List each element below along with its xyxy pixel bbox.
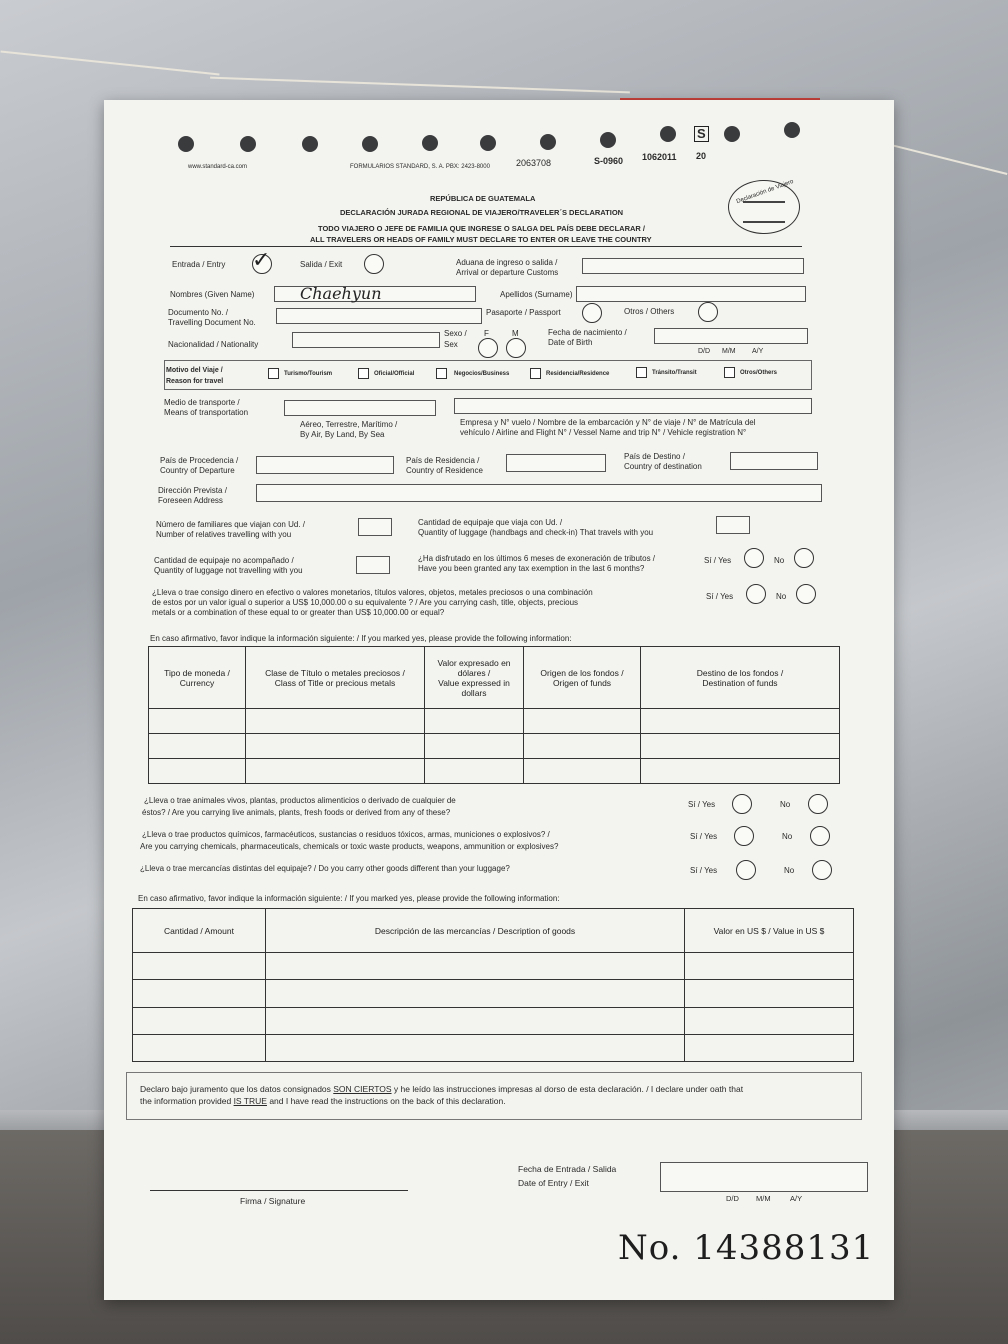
motive-residence: Residencia/Residence — [546, 371, 610, 377]
motive-tourism-checkbox[interactable] — [268, 368, 279, 379]
animals-no-radio[interactable] — [808, 794, 828, 814]
form-title: DECLARACIÓN JURADA REGIONAL DE VIAJERO/TRAVELER´S DECLARATION — [340, 208, 624, 217]
document-field[interactable] — [276, 308, 482, 324]
table-row — [133, 1007, 854, 1034]
motive-official: Oficial/Official — [374, 371, 415, 377]
table-row — [149, 759, 840, 784]
nationality-label: Nacionalidad / Nationality — [168, 340, 259, 349]
customs-label-es: Aduana de ingreso o salida / — [456, 258, 558, 267]
subtitle-es: TODO VIAJERO O JEFE DE FAMILIA QUE INGRESE O SALGA DEL PAÍS DEBE DECLARAR / — [318, 224, 645, 233]
given-name-label: Nombres (Given Name) — [170, 290, 255, 299]
cash-yes-label: Sí / Yes — [706, 592, 734, 601]
chemicals-yes-label: Sí / Yes — [690, 832, 718, 841]
doc-label-es: Documento No. / — [168, 308, 229, 317]
declaration-line-1: Declaro bajo juramento que los datos consignados SON CIERTOS y he leído las instrucciones impresas al dorso de esta declaración. / I declare under oath that — [140, 1084, 744, 1094]
tax-no-radio[interactable] — [794, 548, 814, 568]
table-row — [133, 1034, 854, 1061]
code-3: 1062011 — [642, 152, 677, 162]
code-1: 2063708 — [516, 158, 552, 168]
entry-date-day: D/D — [726, 1194, 739, 1203]
motive-tourism: Turismo/Tourism — [284, 371, 333, 377]
transport-label-es: Medio de transporte / — [164, 398, 240, 407]
customs-logo: Declaración de Viajero — [728, 180, 800, 234]
transport-field[interactable] — [284, 400, 436, 416]
cash-question-1: ¿Lleva o trae consigo dinero en efectivo o valores monetarios, títulos valores, objetos, metales preciosos o una combinación — [152, 588, 593, 597]
destination-field[interactable] — [730, 452, 818, 470]
given-name-value: Chaehyun — [300, 284, 382, 303]
customs-field[interactable] — [582, 258, 804, 274]
surname-label: Apellidos (Surname) — [500, 290, 573, 299]
carrier-field[interactable] — [454, 398, 812, 414]
origin-label-en: Country of Departure — [160, 466, 235, 475]
exit-label: Salida / Exit — [300, 260, 343, 269]
header-rule — [170, 246, 802, 247]
declaration-form — [104, 100, 894, 1300]
customs-label-en: Arrival or departure Customs — [456, 268, 559, 277]
cash-no-radio[interactable] — [796, 584, 816, 604]
motive-others: Otros/Others — [740, 370, 778, 376]
code-2: S-0960 — [594, 156, 624, 166]
animals-no-label: No — [780, 800, 791, 809]
cash-no-label: No — [776, 592, 787, 601]
unaccompanied-field[interactable] — [356, 556, 390, 574]
address-label-es: Dirección Prevista / — [158, 486, 227, 495]
entry-date-month: M/M — [756, 1194, 771, 1203]
passport-radio[interactable] — [582, 303, 602, 323]
tax-yes-radio[interactable] — [744, 548, 764, 568]
header-description: Descripción de las mercancías / Description of goods — [266, 909, 685, 953]
motive-transit-checkbox[interactable] — [636, 367, 647, 378]
sex-m-radio[interactable] — [506, 338, 526, 358]
chemicals-no-radio[interactable] — [810, 826, 830, 846]
residence-field[interactable] — [506, 454, 606, 472]
dob-label-en: Date of Birth — [548, 338, 593, 347]
transport-label-en: Means of transportation — [164, 408, 249, 417]
website: www.standard-ca.com — [188, 164, 248, 170]
unaccompanied-label-en: Quantity of luggage not travelling with you — [154, 566, 303, 575]
code-4: 20 — [696, 151, 707, 161]
others-radio[interactable] — [698, 302, 718, 322]
animals-question-2: éstos? / Are you carrying live animals, plants, fresh foods or derived from any of these? — [142, 808, 451, 817]
goods-yes-label: Sí / Yes — [690, 866, 718, 875]
transport-type-en: By Air, By Land, By Sea — [300, 430, 385, 439]
dob-year: A/Y — [752, 348, 764, 355]
origin-label-es: País de Procedencia / — [160, 456, 239, 465]
goods-table — [132, 908, 854, 1062]
header-destination: Destino de los fondos / Destination of funds — [641, 647, 840, 709]
entry-label: Entrada / Entry — [172, 260, 226, 269]
cash-question-2: de estos por un valor igual o superior a US$ 10,000.00 o su equivalente ? / Are you carrying cash, title, objects, precious — [152, 598, 579, 607]
chemicals-question-2: Are you carrying chemicals, pharmaceuticals, chemicals or toxic waste products, weapons, ammunition or explosives? — [140, 842, 559, 851]
cash-question-3: metals or a combination of these equal to or greater than US$ 10,000.00 or equal? — [152, 608, 445, 617]
header-class: Clase de Título o metales preciosos / Class of Title or precious metals — [246, 647, 425, 709]
relatives-label-es: Número de familiares que viajan con Ud. / — [156, 520, 305, 529]
sex-label-es: Sexo / — [444, 329, 467, 338]
entry-date-year: A/Y — [790, 1194, 803, 1203]
luggage-label-es: Cantidad de equipaje que viaja con Ud. / — [418, 518, 563, 527]
motive-label-en: Reason for travel — [166, 378, 224, 385]
logo-s-icon: S — [694, 126, 709, 142]
header-amount: Cantidad / Amount — [133, 909, 266, 953]
doc-label-en: Travelling Document No. — [168, 318, 256, 327]
dob-label-es: Fecha de nacimiento / — [548, 328, 627, 337]
sex-f-label: F — [484, 329, 489, 338]
republic: REPÚBLICA DE GUATEMALA — [430, 194, 536, 203]
entry-date-label-en: Date of Entry / Exit — [518, 1178, 589, 1188]
header-origin: Origen de los fondos / Origen of funds — [524, 647, 641, 709]
motive-transit: Tránsito/Transit — [652, 370, 697, 376]
address-field[interactable] — [256, 484, 822, 502]
address-label-en: Foreseen Address — [158, 496, 223, 505]
carrier-label-en: vehículo / Airline and Flight N° / Vessel Name and trip N° / Vehicle registration N° — [460, 428, 747, 437]
exit-radio[interactable] — [364, 254, 384, 274]
header-value-usd: Valor en US $ / Value in US $ — [685, 909, 854, 953]
tax-yes-label: Sí / Yes — [704, 556, 732, 565]
goods-no-radio[interactable] — [812, 860, 832, 880]
sex-m-label: M — [512, 329, 519, 338]
entry-date-label-es: Fecha de Entrada / Salida — [518, 1164, 617, 1174]
luggage-field[interactable] — [716, 516, 750, 534]
motive-label-es: Motivo del Viaje / — [166, 367, 223, 374]
declaration-line-2: the information provided IS TRUE and I have read the instructions on the back of this declaration. — [140, 1096, 506, 1106]
if-yes-instruction-2: En caso afirmativo, favor indique la información siguiente: / If you marked yes, please provide the following information: — [138, 894, 560, 903]
cash-yes-radio[interactable] — [746, 584, 766, 604]
table-row — [133, 953, 854, 980]
carrier-label-es: Empresa y N° vuelo / Nombre de la embarcación y N° de viaje / N° de Matrícula del — [460, 418, 756, 427]
currency-table — [148, 646, 840, 784]
string — [210, 77, 630, 94]
goods-question: ¿Lleva o trae mercancías distintas del equipaje? / Do you carry other goods different than your luggage? — [140, 864, 510, 873]
header-value: Valor expresado en dólares / Value expressed in dollars — [425, 647, 524, 709]
sex-f-radio[interactable] — [478, 338, 498, 358]
animals-yes-label: Sí / Yes — [688, 800, 716, 809]
motive-residence-checkbox[interactable] — [530, 368, 541, 379]
dob-day: D/D — [698, 348, 711, 355]
surname-field[interactable] — [576, 286, 806, 302]
subtitle-en: ALL TRAVELERS OR HEADS OF FAMILY MUST DECLARE TO ENTER OR LEAVE THE COUNTRY — [310, 235, 652, 244]
residence-label-es: País de Residencia / — [406, 456, 480, 465]
chemicals-no-label: No — [782, 832, 793, 841]
dest-label-en: Country of destination — [624, 462, 702, 471]
passport-label: Pasaporte / Passport — [486, 308, 561, 317]
signature-line — [150, 1190, 408, 1191]
unaccompanied-label-es: Cantidad de equipaje no acompañado / — [154, 556, 294, 565]
dob-field[interactable] — [654, 328, 808, 344]
origin-field[interactable] — [256, 456, 394, 474]
relatives-label-en: Number of relatives travelling with you — [156, 530, 292, 539]
goods-yes-radio[interactable] — [736, 860, 756, 880]
transport-type-es: Aéreo, Terrestre, Marítimo / — [300, 420, 398, 429]
chemicals-yes-radio[interactable] — [734, 826, 754, 846]
tax-label-en: Have you been granted any tax exemption in the last 6 months? — [418, 564, 645, 573]
animals-question-1: ¿Lleva o trae animales vivos, plantas, productos alimenticios o derivado de cualquier de — [144, 796, 456, 805]
motive-others-checkbox[interactable] — [724, 367, 735, 378]
serial-number: No. 14388131 — [618, 1228, 875, 1268]
animals-yes-radio[interactable] — [732, 794, 752, 814]
sex-label-en: Sex — [444, 340, 458, 349]
motive-official-checkbox[interactable] — [358, 368, 369, 379]
entry-date-field[interactable] — [660, 1162, 868, 1192]
motive-business-checkbox[interactable] — [436, 368, 447, 379]
punch-holes — [174, 132, 834, 160]
relatives-field[interactable] — [358, 518, 392, 536]
residence-label-en: Country of Residence — [406, 466, 483, 475]
chemicals-question-1: ¿Lleva o trae productos químicos, farmacéuticos, sustancias o residuos tóxicos, armas, municiones o explosivos? / — [142, 830, 550, 839]
table-row — [149, 734, 840, 759]
tax-no-label: No — [774, 556, 785, 565]
luggage-label-en: Quantity of luggage (handbags and check-in) That travels with you — [418, 528, 654, 537]
nationality-field[interactable] — [292, 332, 440, 348]
others-label: Otros / Others — [624, 307, 675, 316]
motive-business: Negocios/Business — [454, 371, 510, 377]
table-row — [133, 980, 854, 1007]
dest-label-es: País de Destino / — [624, 452, 685, 461]
goods-no-label: No — [784, 866, 795, 875]
dob-month: M/M — [722, 348, 736, 355]
tax-label-es: ¿Ha disfrutado en los últimos 6 meses de exoneración de tributos / — [418, 554, 656, 563]
header-currency: Tipo de moneda / Currency — [149, 647, 246, 709]
printer-info: FORMULARIOS STANDARD, S. A. PBX: 2423-8000 — [350, 164, 490, 170]
signature-label: Firma / Signature — [240, 1196, 306, 1206]
table-row — [149, 709, 840, 734]
if-yes-instruction: En caso afirmativo, favor indique la información siguiente: / If you marked yes, please provide the following information: — [150, 634, 572, 643]
entry-check-mark: ✓ — [252, 248, 271, 273]
string — [0, 51, 219, 76]
